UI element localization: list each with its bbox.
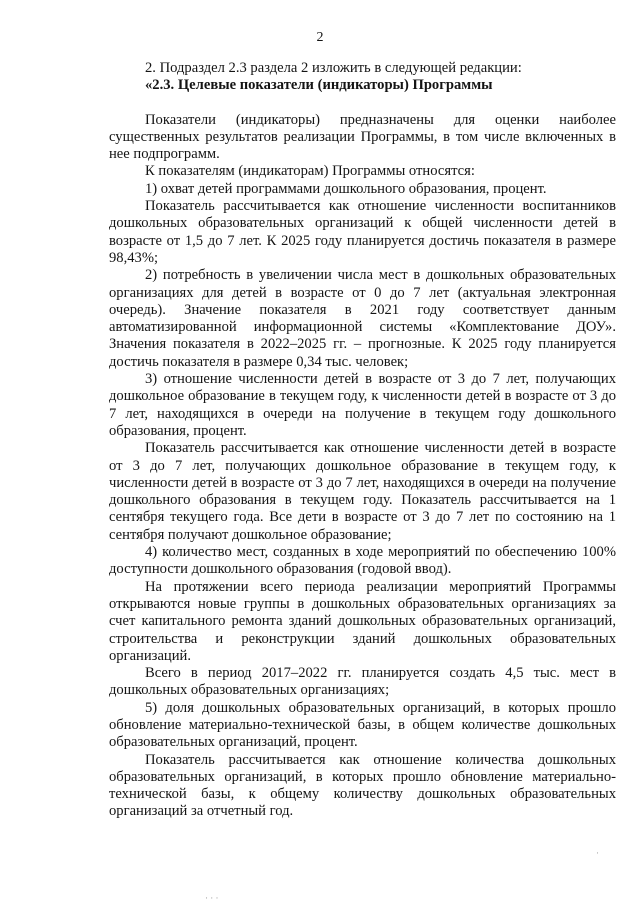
paragraph: Показатель рассчитывается как отношение численности воспитанников дошкольных образовательных организаций к общей численности детей в возрасте от 1,5 до 7 лет. К 2025 году планируется достичь показателя в размере 98,43%; [109, 198, 616, 266]
document-body [109, 60, 616, 821]
scan-mark: · · · [205, 893, 219, 903]
page-number: 2 [316, 30, 324, 45]
paragraph: Всего в период 2017–2022 гг. планируется создать 4,5 тыс. мест в дошкольных образовательных организациях; [109, 665, 616, 699]
paragraph: 1) охват детей программами дошкольного образования, процент. [145, 180, 547, 197]
paragraph: Показатель рассчитывается как отношение численности детей в возрасте от 3 до 7 лет, получающих дошкольное образование в текущем году, к численности детей в возрасте от 3 до 7 лет, находящихся в очереди на получение дошкольного образования в текущем году. Показатель рассчитывается на 1 сентября текущего года. Все дети в возрасте от 3 до 7 лет по состоянию на 1 сентября получают дошкольное образование; [109, 440, 616, 543]
section-heading: «2.3. Целевые показатели (индикаторы) Программы [145, 77, 493, 94]
paragraph: На протяжении всего периода реализации мероприятий Программы открываются новые группы в дошкольных образовательных организациях за счет капитального ремонта зданий дошкольных образовательных организаций, строительства и реконструкции зданий дошкольных образовательных организаций. [109, 578, 616, 664]
paragraph: 2. Подраздел 2.3 раздела 2 изложить в следующей редакции: [145, 60, 522, 76]
paragraph: 5) доля дошкольных образовательных организаций, в которых прошло обновление материально-технической базы, в общем количестве дошкольных образовательных организаций, процент. [109, 699, 616, 751]
paragraph: 2) потребность в увеличении числа мест в дошкольных образовательных организациях для детей в возрасте от 0 до 7 лет (актуальная электронная очередь). Значение показателя в 2021 году соответствует данным автоматизированной информационной системы «Комплектование ДОУ». Значения показателя в 2022–2025 гг. – прогнозные. К 2025 году планируется достичь показателя в размере 0,34 тыс. человек; [109, 267, 616, 370]
paragraph: 4) количество мест, созданных в ходе мероприятий по обеспечению 100% доступности дошкольного образования (годовой ввод). [109, 544, 616, 578]
paragraph: 3) отношение численности детей в возрасте от 3 до 7 лет, получающих дошкольное образование в текущем году, к численности детей в возрасте от 3 до 7 лет, находящихся в очереди на получение в текущем году дошкольного образования, процент. [109, 371, 616, 439]
paragraph: Показатели (индикаторы) предназначены для оценки наиболее существенных результатов реализации Программы, в том числе включенных в нее подпрограмм. [109, 111, 616, 163]
scan-mark: · [596, 848, 599, 858]
paragraph-spacer [109, 95, 616, 112]
paragraph: Показатель рассчитывается как отношение количества дошкольных образовательных организаций, в которых прошло обновление материально-технической базы, к общему количеству дошкольных образовательных организаций за отчетный год. [109, 751, 616, 820]
paragraph: К показателям (индикаторам) Программы относятся: [145, 163, 475, 180]
